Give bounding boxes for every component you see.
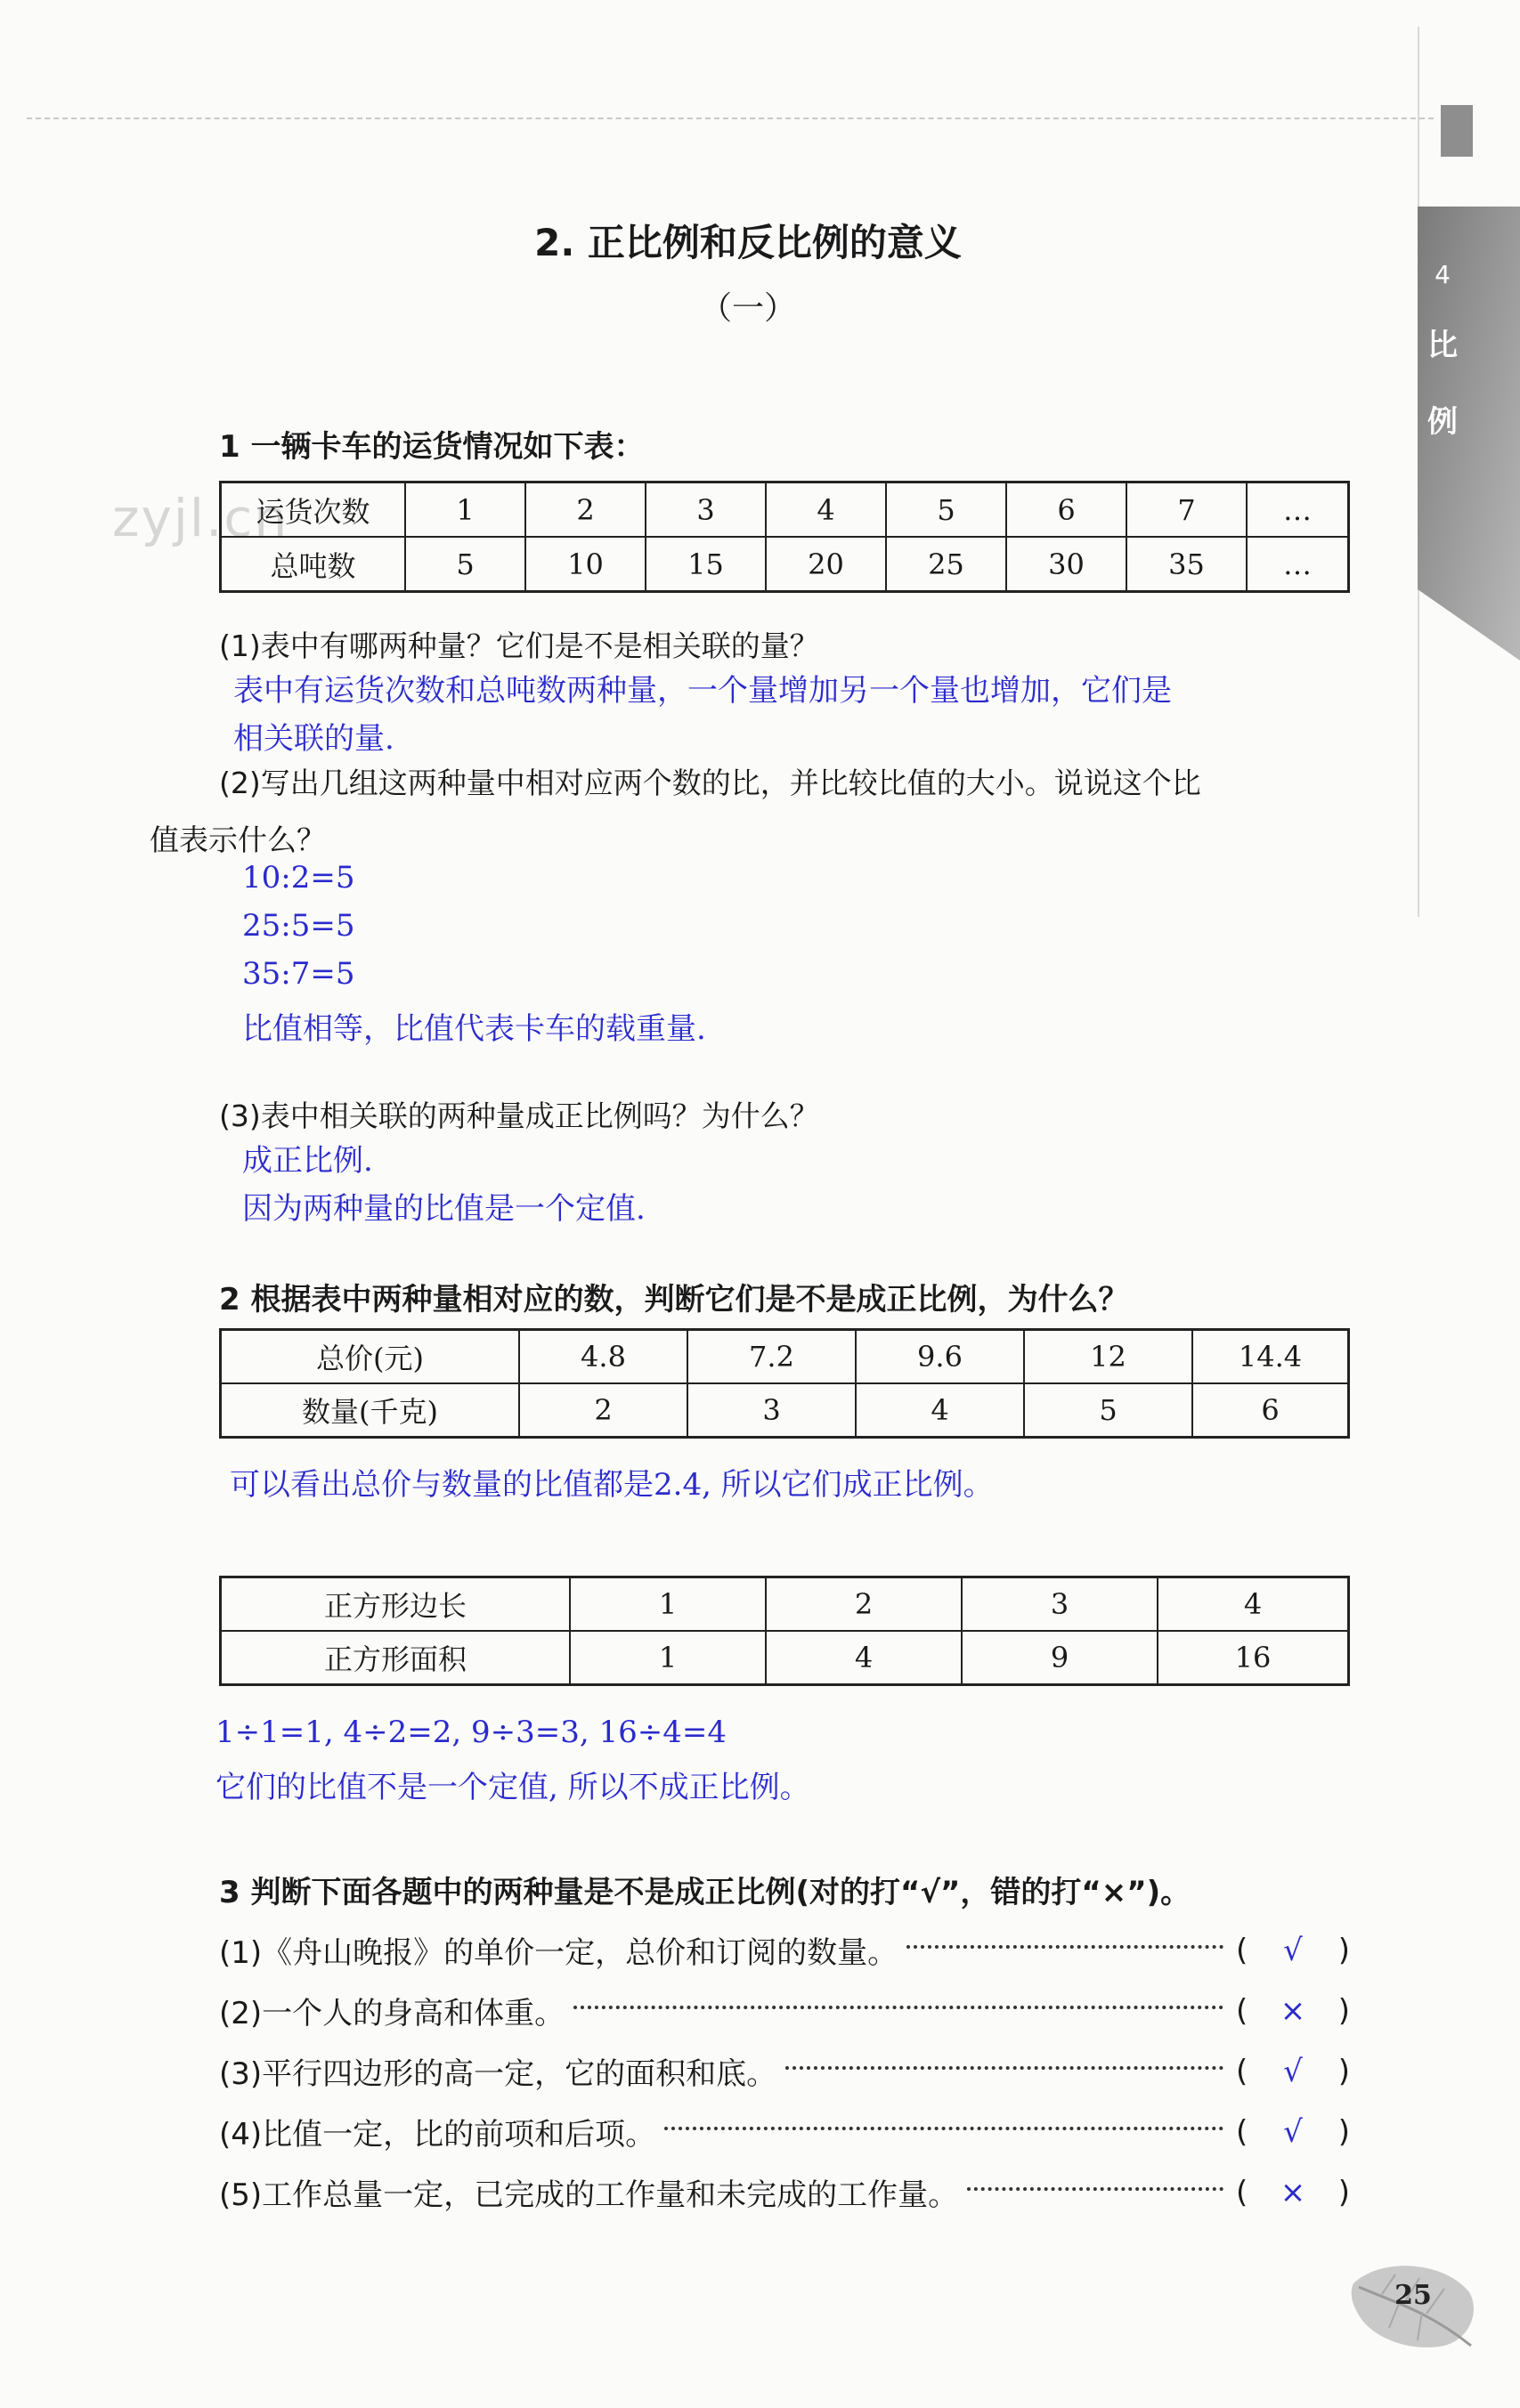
table-cell: 数量(千克)	[221, 1383, 520, 1438]
q1-part3-answer-1: 成正比例.	[242, 1143, 373, 1179]
corner-block	[1441, 105, 1473, 157]
table-cell: 25	[886, 537, 1006, 592]
q1-part2-answer-2: 25:5=5	[242, 908, 355, 944]
table-cell: 4	[856, 1383, 1024, 1438]
table-row	[221, 1631, 1349, 1685]
table-cell: 30	[1006, 537, 1126, 592]
table-cell: 正方形面积	[221, 1631, 571, 1685]
q3-item-mark: ×	[1280, 1992, 1306, 2029]
q3-item	[219, 2170, 1350, 2214]
table-cell: 35	[1126, 537, 1247, 592]
table-cell: 10	[525, 537, 646, 592]
table-cell: 6	[1192, 1383, 1349, 1438]
table-cell: 5	[405, 537, 525, 592]
answer-brackets: ( √ )	[1236, 1932, 1350, 1968]
chapter-char-1: 比	[1427, 328, 1458, 363]
chapter-side-tab	[1418, 207, 1520, 661]
table-cell: 4	[1158, 1577, 1349, 1632]
table-cell: 1	[405, 482, 525, 538]
page-number: 25	[1394, 2280, 1432, 2311]
leader-dots	[573, 2005, 1223, 2009]
q3-item-mark: ×	[1280, 2174, 1306, 2210]
q1-part3-prompt: (3)表中相关联的两种量成正比例吗？为什么？	[219, 1099, 819, 1133]
table-cell: 15	[646, 537, 766, 592]
table-cell: 16	[1158, 1631, 1349, 1685]
table-cell: 1	[570, 1577, 766, 1632]
table-cell: 5	[1024, 1383, 1192, 1438]
table-cell: 正方形边长	[221, 1577, 571, 1632]
q3-item	[219, 1989, 1350, 2032]
q1-part2-answer-4: 比值相等，比值代表卡车的载重量.	[242, 1011, 706, 1047]
table-cell: 7.2	[687, 1330, 856, 1384]
q2-table-square	[219, 1576, 1350, 1686]
leader-dots	[967, 2186, 1223, 2191]
q1-part1-prompt: (1)表中有哪两种量？它们是不是相关联的量？	[219, 628, 819, 663]
page-number-leaf	[1346, 2257, 1480, 2353]
table-cell: 1	[570, 1631, 766, 1685]
q3-item-text: (4)比值一定，比的前项和后项。	[219, 2117, 656, 2153]
table-cell: 3	[687, 1383, 856, 1438]
table-row	[221, 482, 1349, 538]
q2-table-price	[219, 1328, 1350, 1439]
section-subtitle: （一）	[699, 290, 796, 327]
table-cell: 2	[766, 1577, 962, 1632]
q1-label: 1 一辆卡车的运货情况如下表：	[219, 429, 645, 465]
q1-table	[219, 481, 1350, 593]
table-cell: 总吨数	[221, 537, 406, 592]
answer-brackets: ( × )	[1236, 1992, 1350, 2029]
table-cell: 5	[886, 482, 1006, 538]
table-cell: 4	[766, 1631, 962, 1685]
table-cell: 12	[1024, 1330, 1192, 1384]
q2-answer2-line1: 1÷1=1, 4÷2=2, 9÷3=3, 16÷4=4	[215, 1715, 727, 1750]
q3-item-text: (3)平行四边形的高一定，它的面积和底。	[219, 2056, 777, 2092]
q3-item-mark: √	[1283, 1932, 1303, 1968]
table-cell: 9	[962, 1631, 1158, 1685]
q3-item-mark: √	[1283, 2113, 1303, 2150]
table-cell: …	[1247, 537, 1349, 592]
table-cell: 9.6	[856, 1330, 1024, 1384]
table-row	[221, 537, 1349, 592]
table-cell: 6	[1006, 482, 1126, 538]
answer-brackets: ( × )	[1236, 2174, 1350, 2210]
section-title: 2. 正比例和反比例的意义	[534, 221, 962, 264]
table-cell: 14.4	[1192, 1330, 1349, 1384]
q1-part1-answer-line2: 相关联的量.	[233, 721, 394, 757]
q1-part1-answer-line1: 表中有运货次数和总吨数两种量，一个量增加另一个量也增加，它们是	[233, 673, 1172, 709]
table-cell: …	[1247, 482, 1349, 538]
answer-brackets: ( √ )	[1236, 2113, 1350, 2150]
q1-part2-answer-3: 35:7=5	[242, 956, 355, 992]
table-cell: 4.8	[519, 1330, 687, 1384]
table-cell: 7	[1126, 482, 1247, 538]
table-cell: 3	[962, 1577, 1158, 1632]
q3-label: 3 判断下面各题中的两种量是不是成正比例(对的打“√”，错的打“×”)。	[219, 1875, 1191, 1910]
q3-item-text: (2)一个人的身高和体重。	[219, 1996, 565, 2031]
q1-part3-answer-2: 因为两种量的比值是一个定值.	[242, 1191, 646, 1227]
table-cell: 2	[519, 1383, 687, 1438]
leader-dots	[906, 1944, 1223, 1949]
answer-brackets: ( √ )	[1236, 2053, 1350, 2089]
q3-item	[219, 1928, 1350, 1972]
table-cell: 20	[766, 537, 886, 592]
header-rule	[27, 118, 1434, 119]
q2-answer1: 可以看出总价与数量的比值都是2.4, 所以它们成正比例。	[230, 1467, 994, 1503]
q2-label: 2 根据表中两种量相对应的数，判断它们是不是成正比例，为什么？	[219, 1282, 1129, 1318]
q3-item-mark: √	[1283, 2053, 1303, 2089]
q3-item	[219, 2110, 1350, 2153]
table-cell: 4	[766, 482, 886, 538]
chapter-number: 4	[1435, 260, 1451, 289]
q3-item-text: (5)工作总量一定，已完成的工作量和未完成的工作量。	[219, 2177, 959, 2213]
q1-part2-prompt-line2: 值表示什么？	[150, 823, 326, 857]
q1-part2-prompt-line1: (2)写出几组这两种量中相对应两个数的比，并比较比值的大小。说说这个比	[219, 766, 1201, 800]
table-row	[221, 1330, 1349, 1384]
leader-dots	[664, 2126, 1223, 2130]
leader-dots	[785, 2065, 1223, 2070]
table-cell: 总价(元)	[221, 1330, 520, 1384]
table-row	[221, 1577, 1349, 1632]
table-cell: 2	[525, 482, 646, 538]
table-row	[221, 1383, 1349, 1438]
table-cell: 3	[646, 482, 766, 538]
q1-part2-answer-1: 10:2=5	[242, 860, 355, 896]
table-cell: 运货次数	[221, 482, 406, 538]
chapter-char-2: 例	[1427, 404, 1458, 440]
q3-item-text: (1)《舟山晚报》的单价一定，总价和订阅的数量。	[219, 1935, 898, 1971]
q2-answer2-line2: 它们的比值不是一个定值, 所以不成正比例。	[215, 1770, 810, 1805]
q3-item	[219, 2049, 1350, 2093]
watermark: zyjl.cn	[112, 488, 289, 548]
